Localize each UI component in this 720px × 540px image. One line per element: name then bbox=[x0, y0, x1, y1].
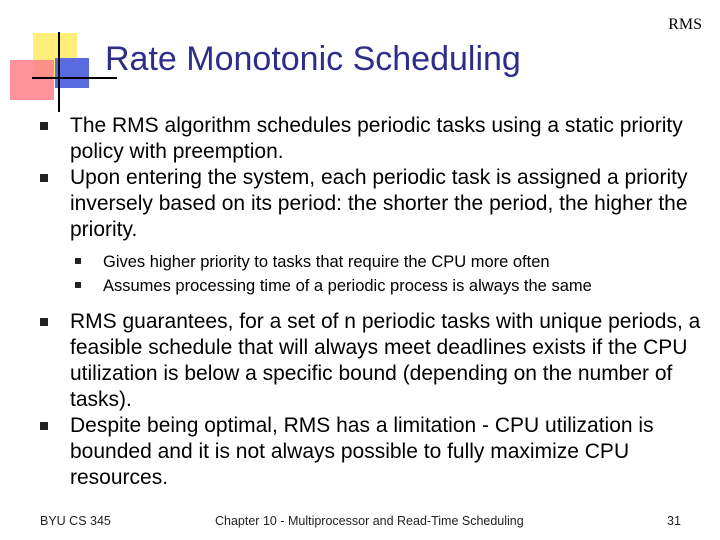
bullet-text: The RMS algorithm schedules periodic tasks using a static priority policy with preemption. bbox=[70, 114, 683, 163]
bullet-text: RMS guarantees, for a set of n periodic tasks with unique periods, a feasible schedule that will always meet deadlines exists if the CPU utilization is below a specific bound (depending on the number of tasks). bbox=[70, 310, 701, 411]
square-bullet-icon bbox=[40, 422, 48, 430]
sub-bullet-list bbox=[40, 250, 710, 298]
slide-title: Rate Monotonic Scheduling bbox=[105, 40, 521, 78]
square-bullet-icon bbox=[75, 282, 81, 288]
sub-bullet-item bbox=[75, 274, 710, 298]
slide-content bbox=[40, 113, 710, 491]
sub-bullet-text: Gives higher priority to tasks that require the CPU more often bbox=[103, 253, 550, 271]
bullet-item bbox=[40, 309, 710, 413]
bullet-item bbox=[40, 113, 710, 165]
bullet-text: Upon entering the system, each periodic task is assigned a priority inversely based on its period: the shorter the period, the higher the priority. bbox=[70, 166, 688, 241]
footer-page-number: 31 bbox=[667, 514, 681, 528]
sub-bullet-text: Assumes processing time of a periodic process is always the same bbox=[103, 277, 592, 295]
bullet-item bbox=[40, 165, 710, 243]
bullet-item bbox=[40, 413, 710, 491]
square-bullet-icon bbox=[40, 174, 48, 182]
footer-chapter: Chapter 10 - Multiprocessor and Read-Time Scheduling bbox=[215, 514, 524, 528]
decor-vertical-line bbox=[58, 32, 60, 112]
footer-course: BYU CS 345 bbox=[40, 514, 111, 528]
decor-blue-square bbox=[55, 58, 89, 88]
header-tag: RMS bbox=[668, 16, 702, 33]
bullet-text: Despite being optimal, RMS has a limitation - CPU utilization is bounded and it is not always possible to fully maximize CPU resources. bbox=[70, 414, 654, 489]
square-bullet-icon bbox=[40, 318, 48, 326]
square-bullet-icon bbox=[40, 122, 48, 130]
square-bullet-icon bbox=[75, 258, 81, 264]
sub-bullet-item bbox=[75, 250, 710, 274]
decor-pink-square bbox=[10, 60, 54, 100]
